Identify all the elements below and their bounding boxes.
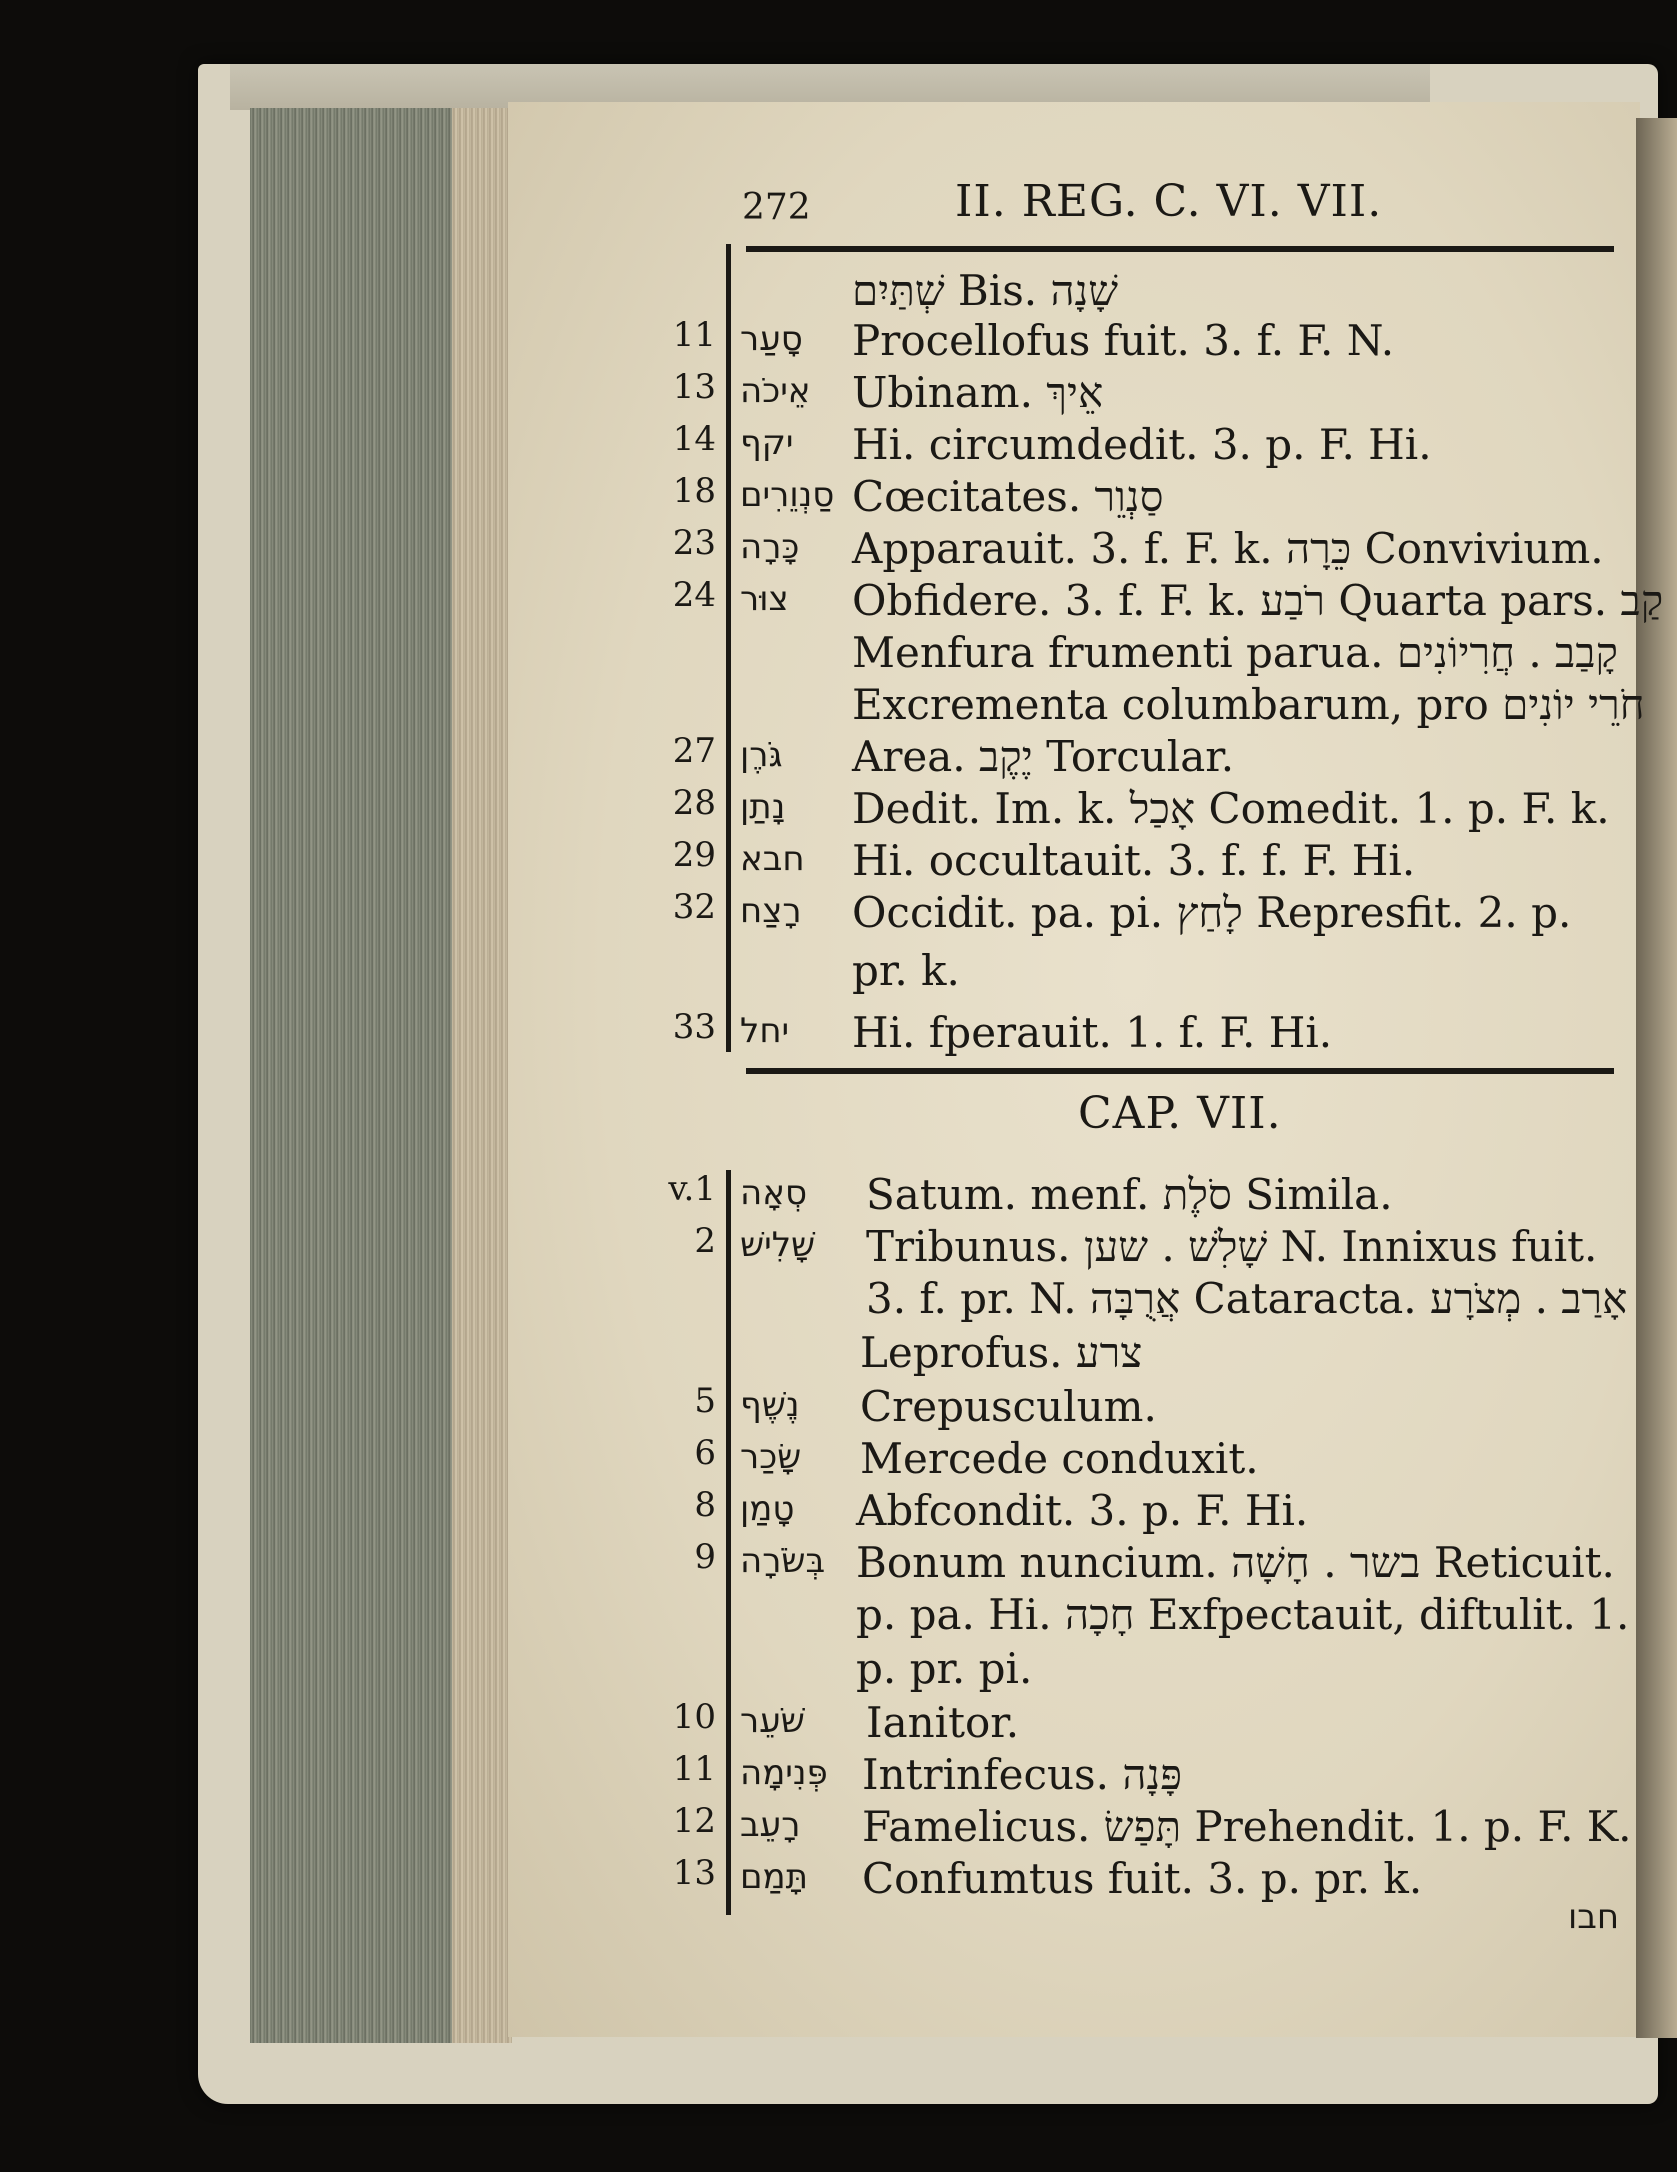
- gloss-line: Bonum nuncium. בשר . חָשָׁה Reticuit.: [856, 1538, 1615, 1587]
- gloss-line: Ubinam. אֵיךְ: [852, 368, 1104, 417]
- verse-number: 5: [694, 1381, 716, 1421]
- facing-page-gutter: [1636, 118, 1677, 2038]
- verse-number: 27: [672, 731, 716, 771]
- hebrew-lemma: כָּרָה: [740, 527, 800, 567]
- verse-number: 14: [672, 419, 716, 459]
- hebrew-lemma: פְּנִימָה: [740, 1753, 828, 1793]
- verse-number: 18: [672, 471, 716, 511]
- gloss-line: 3. f. pr. N. אֲרֻבָּה Cataracta. אָרַב . מְצֹרָע: [866, 1274, 1628, 1323]
- hebrew-lemma: טָמַן: [740, 1489, 795, 1529]
- hebrew-lemma: נֶשֶׁף: [740, 1385, 800, 1425]
- hebrew-lemma: שֹׁעֵר: [740, 1701, 805, 1741]
- hebrew-lemma: סָעַר: [740, 319, 803, 359]
- gloss-line: Leprofus. צרע: [860, 1328, 1143, 1377]
- gloss-line: Apparauit. 3. f. F. k. כֵּרָה Convivium.: [852, 524, 1604, 573]
- verse-number: 33: [672, 1007, 716, 1047]
- hebrew-lemma: שָׁלִישׁ: [740, 1225, 816, 1265]
- hebrew-lemma: רָצַח: [740, 891, 802, 931]
- page-number: 272: [742, 187, 811, 228]
- verse-number: 23: [672, 523, 716, 563]
- gloss-line: Excrementa columbarum, pro חֹרֵי יוֹנִים: [852, 680, 1645, 729]
- running-title: II. REG. C. VI. VII.: [955, 176, 1383, 227]
- hebrew-lemma: תָּמַם: [740, 1857, 808, 1897]
- gloss-line: Ianitor.: [866, 1698, 1020, 1747]
- hebrew-lemma: יחל: [740, 1011, 790, 1051]
- gloss-line: Hi. fperauit. 1. f. F. Hi.: [852, 1008, 1333, 1057]
- column-rule-ch6: [726, 244, 731, 1052]
- gloss-line: Obfidere. 3. f. F. k. רֹבַע Quarta pars. קַב: [852, 576, 1664, 625]
- gloss-line: Area. יֶקֶב Torcular.: [852, 732, 1235, 781]
- gloss-line: Menfura frumenti parua. קָבַב . חֲרִיוֹנִים: [852, 628, 1618, 677]
- hebrew-lemma: אֵיכֹה: [740, 371, 811, 411]
- gloss-line: p. pr. pi.: [856, 1644, 1033, 1693]
- page-edges-inner: [452, 108, 512, 2043]
- verse-number: 32: [672, 887, 716, 927]
- gloss-line: Hi. occultauit. 3. f. f. F. Hi.: [852, 836, 1416, 885]
- verse-number: 8: [694, 1485, 716, 1525]
- column-rule-ch7: [726, 1170, 731, 1915]
- gloss-line: Procellofus fuit. 3. f. F. N.: [852, 316, 1395, 365]
- gloss-line: Mercede conduxit.: [860, 1434, 1259, 1483]
- verse-number: 24: [672, 575, 716, 615]
- hebrew-lemma: סְאָה: [740, 1173, 808, 1213]
- chapter-heading: CAP. VII.: [1078, 1088, 1282, 1139]
- catchword: חבו: [1568, 1897, 1620, 1937]
- gloss-line: Dedit. Im. k. אָכַל Comedit. 1. p. F. k.: [852, 784, 1610, 833]
- verse-number: 6: [694, 1433, 716, 1473]
- verse-number: 29: [672, 835, 716, 875]
- gloss-line: Hi. circumdedit. 3. p. F. Hi.: [852, 420, 1432, 469]
- verse-number: 11: [672, 1749, 716, 1789]
- gloss-line: Crepusculum.: [860, 1382, 1157, 1431]
- gloss-line: Cœcitates. סַנְוֵר: [852, 472, 1164, 521]
- header-rule: [746, 246, 1614, 252]
- gloss-line: pr. k.: [852, 946, 960, 995]
- verse-number: v.1: [668, 1169, 716, 1209]
- gloss-line: Famelicus. תָּפַשׂ Prehendit. 1. p. F. K.: [862, 1802, 1632, 1851]
- verse-number: 10: [672, 1697, 716, 1737]
- hebrew-lemma: שָׂכַר: [740, 1437, 802, 1477]
- hebrew-lemma: צוּר: [740, 579, 789, 619]
- gloss-line: Confumtus fuit. 3. p. pr. k.: [862, 1854, 1423, 1903]
- hebrew-lemma: רָעֵב: [740, 1805, 801, 1845]
- gloss-line: Abfcondit. 3. p. F. Hi.: [856, 1486, 1309, 1535]
- hebrew-lemma: יקף: [740, 423, 794, 463]
- verse-number: 13: [672, 367, 716, 407]
- hebrew-lemma: חבא: [740, 839, 805, 879]
- chapter-rule: [746, 1068, 1614, 1074]
- verse-number: 13: [672, 1853, 716, 1893]
- verse-number: 9: [694, 1537, 716, 1577]
- gloss-line: p. pa. Hi. חָכָה Exfpectauit, diftulit. 1.: [856, 1590, 1630, 1639]
- gloss-line: Occidit. pa. pi. לָחַץ Represfit. 2. p.: [852, 888, 1572, 937]
- hebrew-lemma: סַנְוֵרִים: [740, 475, 835, 515]
- verse-number: 28: [672, 783, 716, 823]
- hebrew-lemma: בְּשֹׂרָה: [740, 1541, 826, 1581]
- gloss-line: Tribunus. שָׁלִשׁ . שען N. Innixus fuit.: [866, 1222, 1598, 1271]
- hebrew-lemma: גֹּרֶן: [740, 735, 783, 775]
- gloss-line: Satum. menf. סֹלֶת Simila.: [866, 1170, 1393, 1219]
- gloss-line: שְׁתַּיִם Bis. שָׁנָה: [852, 266, 1119, 315]
- verse-number: 11: [672, 315, 716, 355]
- verse-number: 12: [672, 1801, 716, 1841]
- hebrew-lemma: נָתַן: [740, 787, 786, 827]
- gloss-line: Intrinfecus. פָּנָה: [862, 1750, 1183, 1799]
- verse-number: 2: [694, 1221, 716, 1261]
